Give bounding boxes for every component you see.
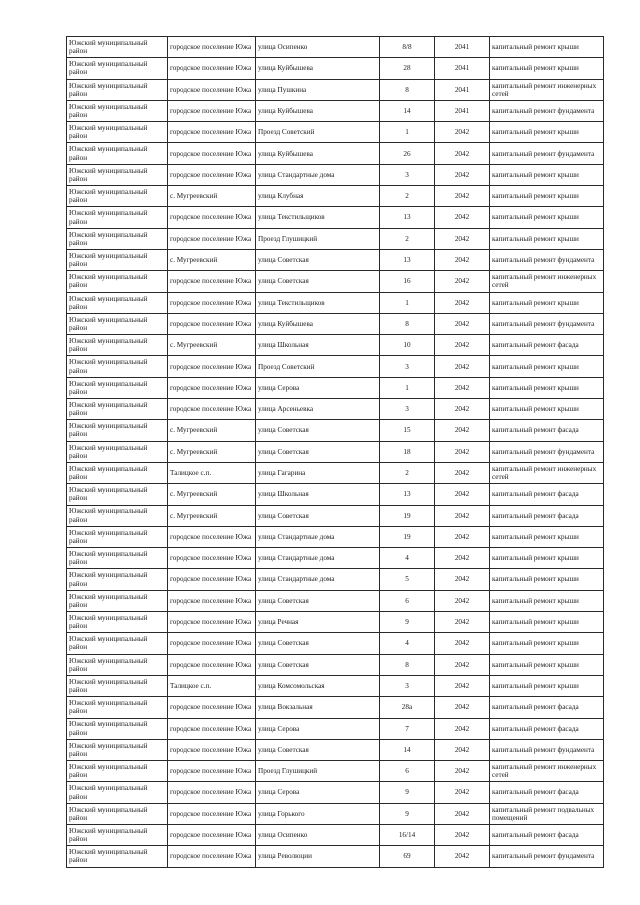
settlement-cell: с. Мугреевский bbox=[168, 335, 256, 356]
year-cell: 2042 bbox=[435, 505, 490, 526]
street-cell: улица Советская bbox=[256, 633, 380, 654]
district-cell: Южский муниципальный район bbox=[67, 356, 168, 377]
house-number-cell: 18 bbox=[380, 441, 435, 462]
repair-type-cell: капитальный ремонт фасада bbox=[490, 420, 604, 441]
year-cell: 2041 bbox=[435, 37, 490, 58]
year-cell: 2042 bbox=[435, 292, 490, 313]
year-cell: 2042 bbox=[435, 164, 490, 185]
settlement-cell: городское поселение Южа bbox=[168, 228, 256, 249]
house-number-cell: 16/14 bbox=[380, 824, 435, 845]
table-row bbox=[67, 100, 604, 121]
year-cell: 2042 bbox=[435, 399, 490, 420]
year-cell: 2042 bbox=[435, 420, 490, 441]
house-number-cell: 1 bbox=[380, 377, 435, 398]
district-cell: Южский муниципальный район bbox=[67, 782, 168, 803]
street-cell: улица Школьная bbox=[256, 335, 380, 356]
repair-type-cell: капитальный ремонт инженерных сетей bbox=[490, 462, 604, 483]
table-row bbox=[67, 186, 604, 207]
settlement-cell: городское поселение Южа bbox=[168, 569, 256, 590]
street-cell: улица Пушкина bbox=[256, 79, 380, 100]
repair-type-cell: капитальный ремонт крыши bbox=[490, 633, 604, 654]
settlement-cell: городское поселение Южа bbox=[168, 697, 256, 718]
settlement-cell: городское поселение Южа bbox=[168, 100, 256, 121]
settlement-cell: городское поселение Южа bbox=[168, 739, 256, 760]
district-cell: Южский муниципальный район bbox=[67, 79, 168, 100]
settlement-cell: городское поселение Южа bbox=[168, 846, 256, 867]
street-cell: улица Гагарина bbox=[256, 462, 380, 483]
year-cell: 2042 bbox=[435, 548, 490, 569]
repair-type-cell: капитальный ремонт крыши bbox=[490, 207, 604, 228]
repair-type-cell: капитальный ремонт крыши bbox=[490, 399, 604, 420]
street-cell: улица Речная bbox=[256, 612, 380, 633]
settlement-cell: городское поселение Южа bbox=[168, 122, 256, 143]
table-row bbox=[67, 249, 604, 270]
table-row bbox=[67, 824, 604, 845]
repair-type-cell: капитальный ремонт фасада bbox=[490, 718, 604, 739]
district-cell: Южский муниципальный район bbox=[67, 824, 168, 845]
settlement-cell: городское поселение Южа bbox=[168, 377, 256, 398]
repair-type-cell: капитальный ремонт фундамента bbox=[490, 739, 604, 760]
repair-type-cell: капитальный ремонт фундамента bbox=[490, 441, 604, 462]
street-cell: улица Горького bbox=[256, 803, 380, 824]
year-cell: 2042 bbox=[435, 271, 490, 292]
settlement-cell: городское поселение Южа bbox=[168, 37, 256, 58]
year-cell: 2042 bbox=[435, 782, 490, 803]
settlement-cell: городское поселение Южа bbox=[168, 79, 256, 100]
house-number-cell: 7 bbox=[380, 718, 435, 739]
street-cell: улица Клубная bbox=[256, 186, 380, 207]
house-number-cell: 15 bbox=[380, 420, 435, 441]
district-cell: Южский муниципальный район bbox=[67, 526, 168, 547]
house-number-cell: 6 bbox=[380, 590, 435, 611]
house-number-cell: 3 bbox=[380, 399, 435, 420]
table-row bbox=[67, 590, 604, 611]
street-cell: улица Стандартные дома bbox=[256, 569, 380, 590]
year-cell: 2042 bbox=[435, 462, 490, 483]
street-cell: улица Текстильщиков bbox=[256, 292, 380, 313]
repair-type-cell: капитальный ремонт крыши bbox=[490, 569, 604, 590]
district-cell: Южский муниципальный район bbox=[67, 207, 168, 228]
settlement-cell: городское поселение Южа bbox=[168, 782, 256, 803]
repair-type-cell: капитальный ремонт фундамента bbox=[490, 846, 604, 867]
street-cell: улица Школьная bbox=[256, 484, 380, 505]
table-row bbox=[67, 292, 604, 313]
house-number-cell: 8 bbox=[380, 654, 435, 675]
settlement-cell: городское поселение Южа bbox=[168, 143, 256, 164]
street-cell: улица Советская bbox=[256, 420, 380, 441]
settlement-cell: с. Мугреевский bbox=[168, 484, 256, 505]
district-cell: Южский муниципальный район bbox=[67, 548, 168, 569]
repair-type-cell: капитальный ремонт фундамента bbox=[490, 249, 604, 270]
house-number-cell: 69 bbox=[380, 846, 435, 867]
repair-type-cell: капитальный ремонт фасада bbox=[490, 697, 604, 718]
district-cell: Южский муниципальный район bbox=[67, 718, 168, 739]
house-number-cell: 10 bbox=[380, 335, 435, 356]
street-cell: улица Стандартные дома bbox=[256, 526, 380, 547]
table-row bbox=[67, 164, 604, 185]
district-cell: Южский муниципальный район bbox=[67, 292, 168, 313]
repair-type-cell: капитальный ремонт крыши bbox=[490, 377, 604, 398]
table-row bbox=[67, 803, 604, 824]
district-cell: Южский муниципальный район bbox=[67, 441, 168, 462]
district-cell: Южский муниципальный район bbox=[67, 462, 168, 483]
house-number-cell: 28 bbox=[380, 58, 435, 79]
house-number-cell: 28а bbox=[380, 697, 435, 718]
year-cell: 2042 bbox=[435, 569, 490, 590]
street-cell: улица Куйбышева bbox=[256, 100, 380, 121]
street-cell: улица Куйбышева bbox=[256, 143, 380, 164]
district-cell: Южский муниципальный район bbox=[67, 271, 168, 292]
settlement-cell: городское поселение Южа bbox=[168, 548, 256, 569]
repair-type-cell: капитальный ремонт крыши bbox=[490, 548, 604, 569]
settlement-cell: с. Мугреевский bbox=[168, 186, 256, 207]
settlement-cell: с. Мугреевский bbox=[168, 505, 256, 526]
street-cell: улица Куйбышева bbox=[256, 313, 380, 334]
year-cell: 2042 bbox=[435, 441, 490, 462]
repair-type-cell: капитальный ремонт фасада bbox=[490, 782, 604, 803]
repair-type-cell: капитальный ремонт инженерных сетей bbox=[490, 271, 604, 292]
house-number-cell: 13 bbox=[380, 484, 435, 505]
table-row bbox=[67, 271, 604, 292]
year-cell: 2042 bbox=[435, 526, 490, 547]
year-cell: 2042 bbox=[435, 313, 490, 334]
settlement-cell: с. Мугреевский bbox=[168, 420, 256, 441]
year-cell: 2041 bbox=[435, 100, 490, 121]
house-number-cell: 13 bbox=[380, 207, 435, 228]
year-cell: 2042 bbox=[435, 739, 490, 760]
house-number-cell: 19 bbox=[380, 526, 435, 547]
table-row bbox=[67, 505, 604, 526]
street-cell: Проезд Глушицкий bbox=[256, 761, 380, 782]
settlement-cell: городское поселение Южа bbox=[168, 58, 256, 79]
house-number-cell: 2 bbox=[380, 228, 435, 249]
table-row bbox=[67, 79, 604, 100]
street-cell: улица Арсеньевка bbox=[256, 399, 380, 420]
house-number-cell: 4 bbox=[380, 548, 435, 569]
table-row bbox=[67, 399, 604, 420]
house-number-cell: 9 bbox=[380, 782, 435, 803]
table-row bbox=[67, 207, 604, 228]
street-cell: улица Советская bbox=[256, 441, 380, 462]
year-cell: 2042 bbox=[435, 697, 490, 718]
settlement-cell: городское поселение Южа bbox=[168, 271, 256, 292]
year-cell: 2041 bbox=[435, 58, 490, 79]
house-number-cell: 4 bbox=[380, 633, 435, 654]
year-cell: 2042 bbox=[435, 718, 490, 739]
year-cell: 2042 bbox=[435, 612, 490, 633]
repair-type-cell: капитальный ремонт фундамента bbox=[490, 100, 604, 121]
settlement-cell: городское поселение Южа bbox=[168, 399, 256, 420]
street-cell: улица Куйбышева bbox=[256, 58, 380, 79]
year-cell: 2042 bbox=[435, 143, 490, 164]
district-cell: Южский муниципальный район bbox=[67, 335, 168, 356]
repair-type-cell: капитальный ремонт крыши bbox=[490, 590, 604, 611]
table-row bbox=[67, 356, 604, 377]
house-number-cell: 1 bbox=[380, 292, 435, 313]
house-number-cell: 3 bbox=[380, 675, 435, 696]
table-row bbox=[67, 633, 604, 654]
year-cell: 2042 bbox=[435, 377, 490, 398]
street-cell: улица Советская bbox=[256, 739, 380, 760]
settlement-cell: городское поселение Южа bbox=[168, 633, 256, 654]
repair-type-cell: капитальный ремонт крыши bbox=[490, 228, 604, 249]
year-cell: 2041 bbox=[435, 79, 490, 100]
repair-type-cell: капитальный ремонт фасада bbox=[490, 824, 604, 845]
settlement-cell: городское поселение Южа bbox=[168, 292, 256, 313]
settlement-cell: Талицкое с.п. bbox=[168, 675, 256, 696]
year-cell: 2042 bbox=[435, 356, 490, 377]
street-cell: улица Советская bbox=[256, 505, 380, 526]
table-row bbox=[67, 420, 604, 441]
street-cell: улица Комсомольская bbox=[256, 675, 380, 696]
year-cell: 2042 bbox=[435, 654, 490, 675]
district-cell: Южский муниципальный район bbox=[67, 249, 168, 270]
repair-type-cell: капитальный ремонт инженерных сетей bbox=[490, 761, 604, 782]
repair-type-cell: капитальный ремонт фундамента bbox=[490, 313, 604, 334]
street-cell: Проезд Советский bbox=[256, 122, 380, 143]
year-cell: 2042 bbox=[435, 186, 490, 207]
table-row bbox=[67, 462, 604, 483]
district-cell: Южский муниципальный район bbox=[67, 164, 168, 185]
repair-type-cell: капитальный ремонт крыши bbox=[490, 164, 604, 185]
street-cell: улица Стандартные дома bbox=[256, 548, 380, 569]
table-row bbox=[67, 143, 604, 164]
district-cell: Южский муниципальный район bbox=[67, 590, 168, 611]
repair-type-cell: капитальный ремонт фасада bbox=[490, 484, 604, 505]
district-cell: Южский муниципальный район bbox=[67, 654, 168, 675]
house-number-cell: 6 bbox=[380, 761, 435, 782]
table-row bbox=[67, 654, 604, 675]
district-cell: Южский муниципальный район bbox=[67, 143, 168, 164]
table-row bbox=[67, 335, 604, 356]
street-cell: улица Серова bbox=[256, 377, 380, 398]
house-number-cell: 14 bbox=[380, 100, 435, 121]
street-cell: улица Советская bbox=[256, 590, 380, 611]
repair-schedule-table bbox=[66, 36, 604, 868]
repair-type-cell: капитальный ремонт крыши bbox=[490, 186, 604, 207]
table-row bbox=[67, 569, 604, 590]
year-cell: 2042 bbox=[435, 207, 490, 228]
year-cell: 2042 bbox=[435, 484, 490, 505]
table-row bbox=[67, 313, 604, 334]
settlement-cell: городское поселение Южа bbox=[168, 761, 256, 782]
repair-type-cell: капитальный ремонт крыши bbox=[490, 58, 604, 79]
district-cell: Южский муниципальный район bbox=[67, 739, 168, 760]
table-row bbox=[67, 761, 604, 782]
year-cell: 2042 bbox=[435, 249, 490, 270]
repair-type-cell: капитальный ремонт крыши bbox=[490, 356, 604, 377]
street-cell: улица Советская bbox=[256, 654, 380, 675]
district-cell: Южский муниципальный район bbox=[67, 675, 168, 696]
street-cell: улица Осипенко bbox=[256, 824, 380, 845]
house-number-cell: 8 bbox=[380, 313, 435, 334]
district-cell: Южский муниципальный район bbox=[67, 228, 168, 249]
repair-type-cell: капитальный ремонт крыши bbox=[490, 37, 604, 58]
district-cell: Южский муниципальный район bbox=[67, 505, 168, 526]
table-row bbox=[67, 718, 604, 739]
district-cell: Южский муниципальный район bbox=[67, 697, 168, 718]
district-cell: Южский муниципальный район bbox=[67, 612, 168, 633]
street-cell: улица Текстильщиков bbox=[256, 207, 380, 228]
street-cell: улица Советская bbox=[256, 249, 380, 270]
district-cell: Южский муниципальный район bbox=[67, 633, 168, 654]
table-row bbox=[67, 58, 604, 79]
table-row bbox=[67, 122, 604, 143]
house-number-cell: 13 bbox=[380, 249, 435, 270]
table-row bbox=[67, 228, 604, 249]
house-number-cell: 14 bbox=[380, 739, 435, 760]
table-row bbox=[67, 526, 604, 547]
repair-type-cell: капитальный ремонт крыши bbox=[490, 122, 604, 143]
district-cell: Южский муниципальный район bbox=[67, 313, 168, 334]
table-row bbox=[67, 846, 604, 867]
year-cell: 2042 bbox=[435, 122, 490, 143]
street-cell: улица Серова bbox=[256, 718, 380, 739]
settlement-cell: городское поселение Южа bbox=[168, 612, 256, 633]
district-cell: Южский муниципальный район bbox=[67, 377, 168, 398]
repair-type-cell: капитальный ремонт фасада bbox=[490, 335, 604, 356]
table-row bbox=[67, 548, 604, 569]
settlement-cell: городское поселение Южа bbox=[168, 824, 256, 845]
house-number-cell: 1 bbox=[380, 122, 435, 143]
table-row bbox=[67, 675, 604, 696]
house-number-cell: 2 bbox=[380, 462, 435, 483]
settlement-cell: городское поселение Южа bbox=[168, 803, 256, 824]
repair-type-cell: капитальный ремонт крыши bbox=[490, 654, 604, 675]
repair-type-cell: капитальный ремонт фундамента bbox=[490, 143, 604, 164]
year-cell: 2042 bbox=[435, 590, 490, 611]
year-cell: 2042 bbox=[435, 335, 490, 356]
district-cell: Южский муниципальный район bbox=[67, 484, 168, 505]
settlement-cell: городское поселение Южа bbox=[168, 313, 256, 334]
repair-type-cell: капитальный ремонт инженерных сетей bbox=[490, 79, 604, 100]
year-cell: 2042 bbox=[435, 803, 490, 824]
house-number-cell: 9 bbox=[380, 612, 435, 633]
district-cell: Южский муниципальный район bbox=[67, 399, 168, 420]
table-row bbox=[67, 441, 604, 462]
house-number-cell: 16 bbox=[380, 271, 435, 292]
district-cell: Южский муниципальный район bbox=[67, 58, 168, 79]
table-row bbox=[67, 377, 604, 398]
street-cell: улица Советская bbox=[256, 271, 380, 292]
settlement-cell: городское поселение Южа bbox=[168, 526, 256, 547]
table-row bbox=[67, 37, 604, 58]
repair-type-cell: капитальный ремонт крыши bbox=[490, 292, 604, 313]
repair-type-cell: капитальный ремонт крыши bbox=[490, 675, 604, 696]
table-row bbox=[67, 782, 604, 803]
repair-type-cell: капитальный ремонт крыши bbox=[490, 612, 604, 633]
house-number-cell: 8 bbox=[380, 79, 435, 100]
house-number-cell: 2 bbox=[380, 186, 435, 207]
street-cell: улица Стандартные дома bbox=[256, 164, 380, 185]
house-number-cell: 26 bbox=[380, 143, 435, 164]
year-cell: 2042 bbox=[435, 761, 490, 782]
district-cell: Южский муниципальный район bbox=[67, 100, 168, 121]
year-cell: 2042 bbox=[435, 675, 490, 696]
street-cell: Проезд Глушицкий bbox=[256, 228, 380, 249]
house-number-cell: 3 bbox=[380, 164, 435, 185]
house-number-cell: 5 bbox=[380, 569, 435, 590]
settlement-cell: городское поселение Южа bbox=[168, 590, 256, 611]
table-body bbox=[67, 37, 604, 868]
street-cell: улица Серова bbox=[256, 782, 380, 803]
house-number-cell: 8/8 bbox=[380, 37, 435, 58]
house-number-cell: 9 bbox=[380, 803, 435, 824]
repair-type-cell: капитальный ремонт подвальных помещений bbox=[490, 803, 604, 824]
settlement-cell: городское поселение Южа bbox=[168, 718, 256, 739]
district-cell: Южский муниципальный район bbox=[67, 122, 168, 143]
table-row bbox=[67, 697, 604, 718]
settlement-cell: Талицкое с.п. bbox=[168, 462, 256, 483]
repair-type-cell: капитальный ремонт крыши bbox=[490, 526, 604, 547]
district-cell: Южский муниципальный район bbox=[67, 761, 168, 782]
table-row bbox=[67, 739, 604, 760]
settlement-cell: с. Мугреевский bbox=[168, 441, 256, 462]
street-cell: Проезд Советский bbox=[256, 356, 380, 377]
street-cell: улица Революции bbox=[256, 846, 380, 867]
settlement-cell: городское поселение Южа bbox=[168, 207, 256, 228]
year-cell: 2042 bbox=[435, 633, 490, 654]
house-number-cell: 3 bbox=[380, 356, 435, 377]
street-cell: улица Осипенко bbox=[256, 37, 380, 58]
district-cell: Южский муниципальный район bbox=[67, 569, 168, 590]
district-cell: Южский муниципальный район bbox=[67, 420, 168, 441]
settlement-cell: городское поселение Южа bbox=[168, 654, 256, 675]
district-cell: Южский муниципальный район bbox=[67, 803, 168, 824]
settlement-cell: с. Мугреевский bbox=[168, 249, 256, 270]
settlement-cell: городское поселение Южа bbox=[168, 356, 256, 377]
district-cell: Южский муниципальный район bbox=[67, 186, 168, 207]
settlement-cell: городское поселение Южа bbox=[168, 164, 256, 185]
district-cell: Южский муниципальный район bbox=[67, 846, 168, 867]
street-cell: улица Вокзальная bbox=[256, 697, 380, 718]
table-row bbox=[67, 612, 604, 633]
year-cell: 2042 bbox=[435, 846, 490, 867]
year-cell: 2042 bbox=[435, 228, 490, 249]
document-page bbox=[66, 36, 603, 868]
table-row bbox=[67, 484, 604, 505]
house-number-cell: 19 bbox=[380, 505, 435, 526]
district-cell: Южский муниципальный район bbox=[67, 37, 168, 58]
year-cell: 2042 bbox=[435, 824, 490, 845]
repair-type-cell: капитальный ремонт фасада bbox=[490, 505, 604, 526]
